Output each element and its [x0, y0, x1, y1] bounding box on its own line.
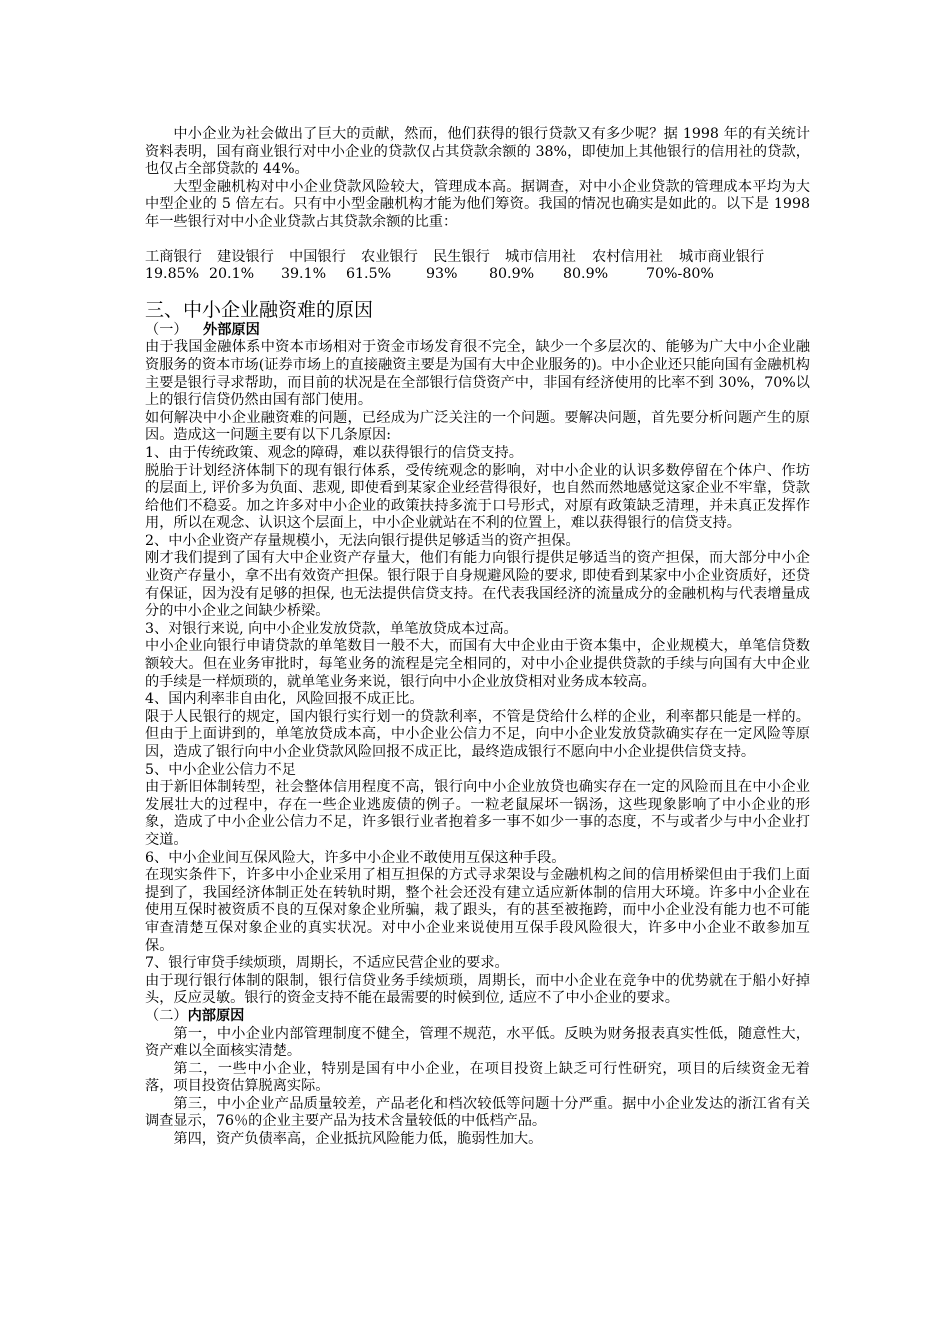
- document-page: [145, 126, 810, 1149]
- reason-title: 5、中小企业公信力不足: [145, 761, 296, 778]
- bank-ratio: 80.9%: [563, 266, 609, 283]
- internal-paragraph: 第四，资产负债率高，企业抵抗风险能力低，脆弱性加大。: [173, 1131, 543, 1148]
- bank-name: 民生银行: [433, 248, 490, 265]
- subsection-title: 内部原因: [187, 1007, 245, 1024]
- bank-ratio: 39.1%: [281, 266, 327, 283]
- reason-title: 7、银行审贷手续烦琐，周期长，不适应民营企业的要求。: [145, 955, 509, 972]
- section-heading: 三、中小企业融资难的原因: [145, 298, 374, 321]
- subsection-label: （一）: [145, 321, 188, 338]
- reason-body: 脱胎于计划经济体制下的现有银行体系，受传统观念的影响，对中小企业的认识多数停留在个体户、作坊的层面上, 评价多为负面、悲观, 即使看到某家企业经营得很好，也自然而然地感觉这家企业不牢靠，贷款给他们不稳妥。加之许多对中小企业的政策扶持多流于口号形式，对原有政策缺乏清理，并未真正发挥作用，所以在观念、认识这个层面上，中小企业就站在不利的位置上，难以获得银行的信贷支持。: [145, 462, 810, 532]
- bank-ratio: 19.85%: [145, 266, 200, 283]
- reason-body: 由于新旧体制转型，社会整体信用程度不高，银行向中小企业放贷也确实存在一定的风险而且在中小企业发展壮大的过程中，存在一些企业逃废债的例子。一粒老鼠屎坏一锅汤，这些现象影响了中小企业的形象，造成了中小企业公信力不足，许多银行业者抱着多一事不如少一事的态度，不与或者少与中小企业打交道。: [145, 779, 810, 848]
- bank-name: 城市信用社: [505, 248, 576, 265]
- bank-ratios-row: [145, 266, 785, 284]
- intro-paragraph-1: 中小企业为社会做出了巨大的贡献，然而，他们获得的银行贷款又有多少呢？据 1998 年的有关统计资料表明，国有商业银行对中小企业的贷款仅占其贷款余额的 38%，即使加上其他银行的信用社的贷款，也仅占全部贷款的 44%。: [145, 126, 810, 178]
- bank-ratio: 61.5%: [346, 266, 392, 283]
- bank-name: 农业银行: [361, 248, 418, 265]
- bank-name: 农村信用社: [592, 248, 663, 265]
- bank-ratio: 70%-80%: [646, 266, 714, 283]
- internal-paragraph: 第三，中小企业产品质量较差，产品老化和档次较低等问题十分严重。据中小企业发达的浙江省有关调查显示，76％的企业主要产品为技术含量较低的中低档产品。: [145, 1095, 810, 1130]
- intro-paragraph-2: 大型金融机构对中小企业贷款风险较大，管理成本高。据调查，对中小企业贷款的管理成本平均为大中型企业的 5 倍左右。只有中小型金融机构才能为他们筹资。我国的情况也确实是如此的。以下是 1998 年一些银行对中小企业贷款占其贷款余额的比重：: [145, 178, 810, 230]
- reason-title: 2、中小企业资产存量规模小，无法向银行提供足够适当的资产担保。: [145, 532, 580, 549]
- reason-body: 中小企业向银行申请贷款的单笔数目一般不大，而国有大中企业由于资本集中，企业规模大，单笔信贷数额较大。但在业务审批时，每笔业务的流程是完全相同的，对中小企业提供贷款的手续与向国有大中企业的手续是一样烦琐的，就单笔业务来说，银行向中小企业放贷相对业务成本较高。: [145, 638, 810, 690]
- bank-name: 建设银行: [217, 248, 274, 265]
- body-paragraph: 如何解决中小企业融资难的问题，已经成为广泛关注的一个问题。要解决问题，首先要分析问题产生的原因。造成这一问题主要有以下几条原因:: [145, 409, 810, 444]
- reason-title: 6、中小企业间互保风险大，许多中小企业不敢使用互保这种手段。: [145, 849, 566, 866]
- bank-ratio: 93%: [426, 266, 458, 283]
- subsection-title: 外部原因: [203, 321, 260, 338]
- reason-title: 3、对银行来说, 向中小企业发放贷款，单笔放贷成本过高。: [145, 620, 518, 637]
- subsection-label: （二）: [145, 1007, 188, 1024]
- body-paragraph: 由于我国金融体系中资本市场相对于资金市场发育很不完全，缺少一个多层次的、能够为广大中小企业融资服务的资本市场(证券市场上的直接融资主要是为国有大中企业服务的)。中小企业还只能向国有金融机构主要是银行寻求帮助，而目前的状况是在全部银行信贷资产中，非国有经济使用的比率不到 30%，70%以上的银行信贷仍然由国有部门使用。: [145, 339, 810, 409]
- bank-name: 工商银行: [145, 248, 202, 265]
- bank-name: 城市商业银行: [679, 248, 765, 265]
- reason-title: 1、由于传统政策、观念的障碍，难以获得银行的信贷支持。: [145, 444, 523, 461]
- subsection-heading-external: [145, 322, 810, 340]
- internal-paragraph: 第二，一些中小企业，特别是国有中小企业，在项目投资上缺乏可行性研究，项目的后续资金无着落，项目投资估算脱离实际。: [145, 1060, 810, 1095]
- reason-body: 在现实条件下，许多中小企业采用了相互担保的方式寻求架设与金融机构之间的信用桥梁但由于我们上面提到了，我国经济体制正处在转轨时期，整个社会还没有建立适应新体制的信用大环境。许多中小企业在使用互保时被资质不良的互保对象企业所骗，栽了跟头，有的甚至被拖跨，而中小企业没有能力也不可能审查清楚互保对象企业的真实状况。对中小企业来说使用互保手段风险很大，许多中小企业不敢参加互保。: [145, 867, 810, 954]
- bank-names-row: [145, 249, 785, 267]
- bank-name: 中国银行: [289, 248, 346, 265]
- reason-title: 4、国内利率非自由化，风险回报不成正比。: [145, 691, 424, 708]
- reason-body: 限于人民银行的规定，国内银行实行划一的贷款利率，不管是贷给什么样的企业，利率都只能是一样的。但由于上面讲到的，单笔放贷成本高，中小企业公信力不足，向中小企业发放贷款确实存在一定风险等原因，造成了银行向中小企业贷款风险回报不成正比，最终造成银行不愿向中小企业提供信贷支持。: [145, 708, 810, 760]
- bank-ratio-table: [145, 249, 785, 284]
- internal-paragraph: 第一，中小企业内部管理制度不健全，管理不规范，水平低。反映为财务报表真实性低，随意性大，资产难以全面核实清楚。: [145, 1025, 810, 1060]
- reason-body: 刚才我们提到了国有大中企业资产存量大，他们有能力向银行提供足够适当的资产担保，而大部分中小企业资产存量小，拿不出有效资产担保。银行限于自身规避风险的要求, 即使看到某家中小企业资质好，还贷有保证，因为没有足够的担保, 也无法提供信贷支持。在代表我国经济的流量成分的金融机构与代表增量成分的中小企业之间缺少桥梁。: [145, 550, 810, 620]
- bank-ratio: 20.1%: [209, 266, 255, 283]
- reason-body: 由于现行银行体制的限制，银行信贷业务手续烦琐，周期长，而中小企业在竞争中的优势就在于船小好掉头，反应灵敏。银行的资金支持不能在最需要的时候到位, 适应不了中小企业的要求。: [145, 972, 810, 1007]
- subsection-heading-internal: [145, 1008, 810, 1026]
- bank-ratio: 80.9%: [489, 266, 535, 283]
